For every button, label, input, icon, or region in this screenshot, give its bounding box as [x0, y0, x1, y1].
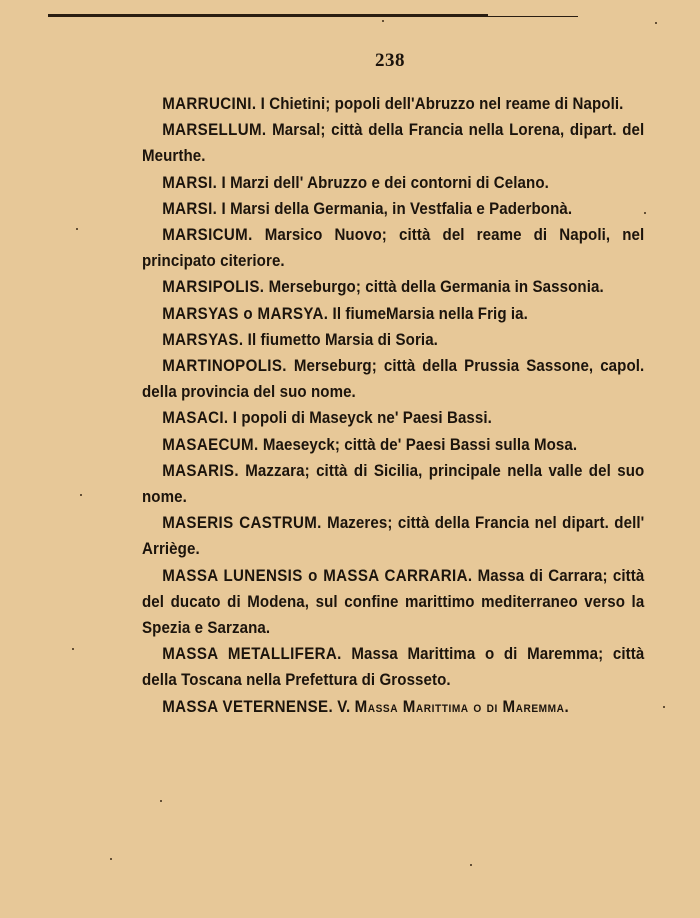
- entry-headword: MARSI.: [162, 199, 218, 218]
- entry-marsipolis: [142, 274, 644, 300]
- entry-martinopolis: [142, 353, 644, 405]
- entry-masaris: [142, 458, 644, 510]
- print-speck: [470, 864, 472, 866]
- entry-masaci: [142, 405, 644, 431]
- print-speck: [110, 858, 112, 860]
- print-speck: [160, 800, 162, 802]
- entry-massa-metallifera: [142, 641, 644, 693]
- entry-massa-lunensis: [142, 563, 644, 642]
- entry-marsyas-o-marsya: [142, 301, 644, 327]
- top-rule: [48, 14, 488, 17]
- print-speck: [644, 212, 646, 214]
- entry-headword: MARSI.: [162, 173, 218, 192]
- entry-marsicum: [142, 222, 644, 274]
- entry-definition: Marsal; città della Francia nella Lorena, dipart. del Meurthe.: [142, 121, 645, 166]
- entry-headword: MASARIS.: [162, 461, 239, 480]
- print-speck: [663, 706, 665, 708]
- entry-marsi-germania: [142, 196, 644, 222]
- print-speck: [80, 494, 82, 496]
- entry-headword: MASSA METALLIFERA.: [162, 645, 342, 664]
- entry-masaecum: [142, 432, 644, 458]
- print-speck: [655, 22, 657, 24]
- entry-maseris-castrum: [142, 510, 644, 562]
- entry-definition: Il fiumeMarsia nella Frig ia.: [328, 304, 528, 323]
- print-speck: [72, 648, 74, 650]
- entry-marsellum: [142, 117, 644, 169]
- entry-cross-reference: Massa Marittima o di Maremma: [354, 697, 565, 716]
- entry-definition: I popoli di Maseyck ne' Paesi Bassi.: [228, 409, 492, 428]
- entry-headword: MARSYAS.: [162, 330, 244, 349]
- entry-definition: Massa di Carrara; città del ducato di Modena, sul confine marittimo mediterraneo verso la Spezia e Sarzana.: [142, 566, 645, 638]
- entry-definition: Il fiumetto Marsia di Soria.: [243, 330, 438, 349]
- entry-definition: Mazzara; città di Sicilia, principale nella valle del suo nome.: [142, 461, 645, 507]
- entry-headword: MARSELLUM.: [162, 121, 267, 140]
- dictionary-entries: [142, 91, 644, 720]
- entry-marsyas: [142, 327, 644, 353]
- entry-headword: MARSICUM.: [162, 226, 253, 245]
- entry-massa-veternense: [142, 694, 644, 720]
- entry-headword: MASSA VETERNENSE.: [162, 697, 334, 716]
- page-number: 238: [375, 50, 405, 71]
- entry-definition-end: .: [564, 697, 569, 716]
- entry-headword: MARSIPOLIS.: [162, 278, 265, 297]
- entry-headword: MARRUCINI.: [162, 95, 257, 113]
- print-speck: [76, 228, 78, 230]
- entry-headword: MASERIS CASTRUM.: [162, 514, 322, 533]
- entry-definition: I Marsi della Germania, in Vestfalia e Paderbonà.: [217, 199, 573, 218]
- entry-definition: Marsico Nuovo; città del reame di Napoli, nel principato citeriore.: [142, 226, 645, 271]
- entry-marsi-abruzzo: [142, 170, 644, 196]
- entry-headword: MARTINOPOLIS.: [162, 357, 287, 376]
- entry-headword: MASSA LUNENSIS o MASSA CARRARIA.: [162, 566, 473, 585]
- entry-definition: I Chietini; popoli dell'Abruzzo nel reame di Napoli.: [256, 95, 624, 113]
- entry-definition: V.: [333, 697, 355, 716]
- entry-headword: MARSYAS o MARSYA.: [162, 304, 329, 323]
- entry-headword: MASACI.: [162, 409, 229, 428]
- entry-definition: Mazeres; città della Francia nel dipart. dell' Arriège.: [142, 514, 645, 559]
- entry-definition: Maeseyck; città de' Paesi Bassi sulla Mosa.: [258, 435, 578, 454]
- entry-headword: MASAECUM.: [162, 435, 259, 454]
- top-rule-thin: [488, 16, 578, 17]
- entry-marrucini: [142, 91, 644, 117]
- print-speck: [382, 20, 384, 22]
- entry-definition: Massa Marittima o di Maremma; città della Toscana nella Prefettura di Grosseto.: [142, 645, 645, 690]
- entry-definition: Merseburg; città della Prussia Sassone, capol. della provincia del suo nome.: [142, 357, 645, 402]
- entry-definition: I Marzi dell' Abruzzo e dei contorni di Celano.: [217, 173, 549, 192]
- entry-definition: Merseburgo; città della Germania in Sassonia.: [264, 278, 604, 297]
